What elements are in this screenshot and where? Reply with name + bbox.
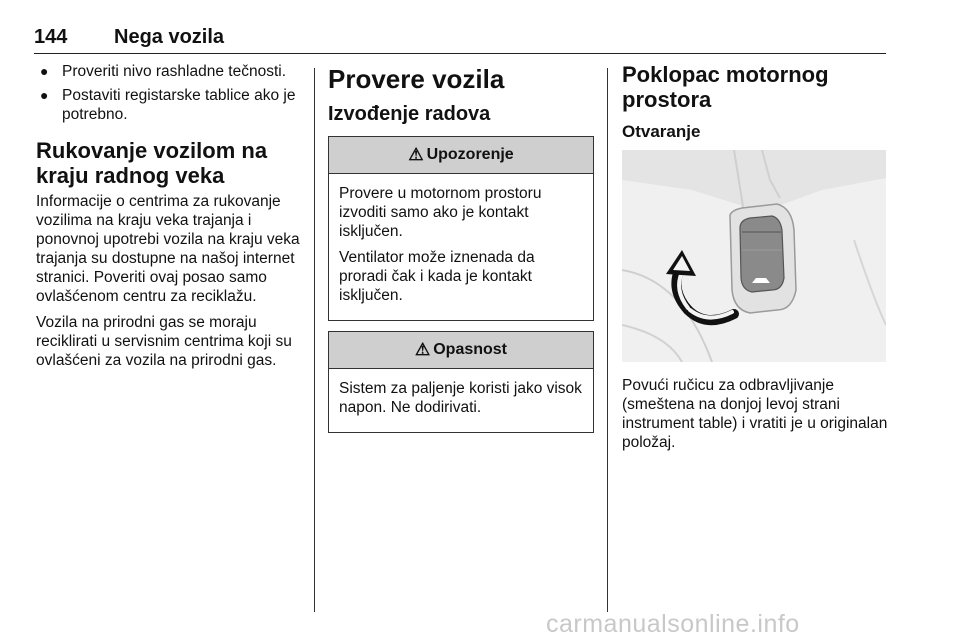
warning-box-heading: Upozorenje (426, 146, 514, 163)
warning-triangle-icon: ⚠ (414, 340, 431, 359)
paragraph: Povući ručicu za odbravljivanje (smeštena na donjoj levoj strani instrument table) i vratiti je u originalan položaj. (622, 377, 888, 451)
hood-release-lever-illustration (622, 150, 886, 362)
column-divider-left (314, 68, 315, 612)
list-item: ● Proveriti nivo rashladne tečnosti. (40, 63, 287, 80)
paragraph: Informacije o centrima za rukovanje vozilima na kraju veka trajanja i ponovnoj upotrebi vozila na kraju veka trajanja su dostupne na našoj internet stranici. Poveriti ovaj posao samo ovlašćenom centru za reciklažu. (36, 193, 300, 305)
list-item: ● Postaviti registarske tablice ako je potrebno. (40, 87, 296, 123)
page-header (34, 24, 886, 54)
danger-box-header (329, 332, 593, 369)
paragraph: Provere u motornom prostoru izvoditi samo ako je kontakt isključen. (339, 185, 542, 240)
warning-box (328, 136, 594, 321)
paragraph: Ventilator može iznenada da proradi čak i kada je kontakt isključen. (339, 249, 535, 304)
danger-box-body (329, 369, 593, 432)
warning-triangle-icon: ⚠ (408, 145, 424, 164)
subheading: Otvaranje (622, 122, 701, 141)
warning-box-header (329, 137, 593, 174)
paragraph: Vozila na prirodni gas se moraju reciklirati u servisnim centrima koji su ovlašćeni za vozila na prirodni gas. (36, 314, 292, 369)
bullet-icon: ● (40, 63, 49, 79)
bullet-icon: ● (40, 87, 49, 103)
column-right (622, 62, 888, 452)
column-middle (328, 62, 594, 443)
column-left (36, 62, 302, 377)
paragraph: Sistem za paljenje koristi jako visok napon. Ne dodirivati. (339, 380, 582, 416)
danger-box-heading: Opasnost (433, 341, 508, 358)
section-heading: Poklopac motornog prostora (622, 62, 829, 112)
chapter-heading: Provere vozila (328, 64, 505, 94)
page-title: Nega vozila (114, 26, 225, 48)
watermark-text: carmanualsonline.info (546, 610, 800, 638)
danger-box (328, 331, 594, 433)
subheading: Izvođenje radova (328, 103, 491, 125)
checklist (36, 62, 302, 124)
section-heading: Rukovanje vozilom na kraju radnog veka (36, 138, 268, 188)
column-divider-right (607, 68, 608, 612)
warning-box-body (329, 174, 593, 320)
page-number: 144 (34, 26, 68, 48)
